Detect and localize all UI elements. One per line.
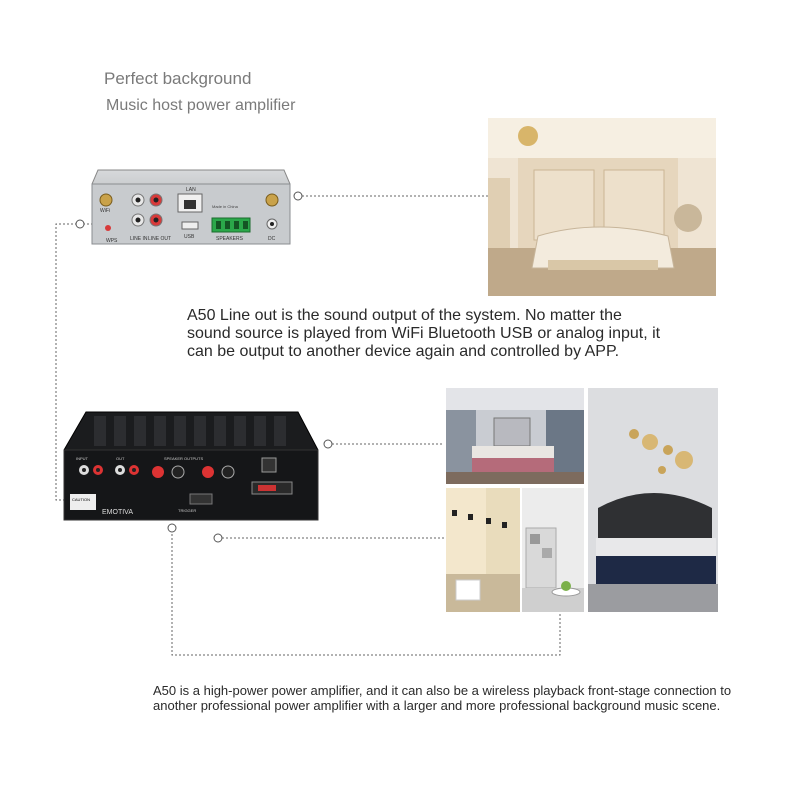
page-subtitle: Music host power amplifier — [106, 97, 296, 114]
line-out-description: A50 Line out is the sound output of the system. No matter the sound source is played from WiFi Bluetooth USB or analog input, it can be output to another device again and controlled by APP. — [187, 307, 661, 360]
power-amp-description: A50 is a high-power power amplifier, and it can also be a wireless playback front-stage connection to another professional power amplifier with a larger and more professional background music scene. — [153, 683, 732, 713]
emotiva-brand: EMOTIVA — [102, 509, 133, 516]
bedroom-photo-2 — [588, 388, 718, 612]
trigger-label: TRIGGER — [178, 508, 197, 513]
lan-label: LAN — [186, 187, 196, 193]
wps-label: WPS — [106, 238, 118, 244]
dc-label: DC — [268, 236, 276, 242]
usb-label: USB — [184, 234, 195, 240]
line-in-label: LINE IN — [130, 236, 148, 242]
speaker-outputs-label: SPEAKER OUTPUTS — [164, 456, 204, 461]
line-out-label: LINE OUT — [148, 236, 172, 242]
input-label: INPUT — [76, 456, 88, 461]
emotiva-out-label: OUT — [116, 456, 125, 461]
wifi-label: WiFi — [100, 208, 110, 214]
page-title: Perfect background — [104, 69, 252, 88]
caution-label: CAUTION — [72, 497, 90, 502]
made-in-label: Made in China — [212, 204, 238, 209]
emotiva-amplifier-image — [62, 410, 320, 524]
living-room-photo — [488, 118, 716, 296]
dining-photo — [522, 488, 584, 612]
a50-amplifier-image — [90, 162, 292, 248]
bedroom-photo-1 — [446, 388, 584, 484]
kitchen-photo — [446, 488, 520, 612]
speakers-label: SPEAKERS — [216, 236, 243, 242]
